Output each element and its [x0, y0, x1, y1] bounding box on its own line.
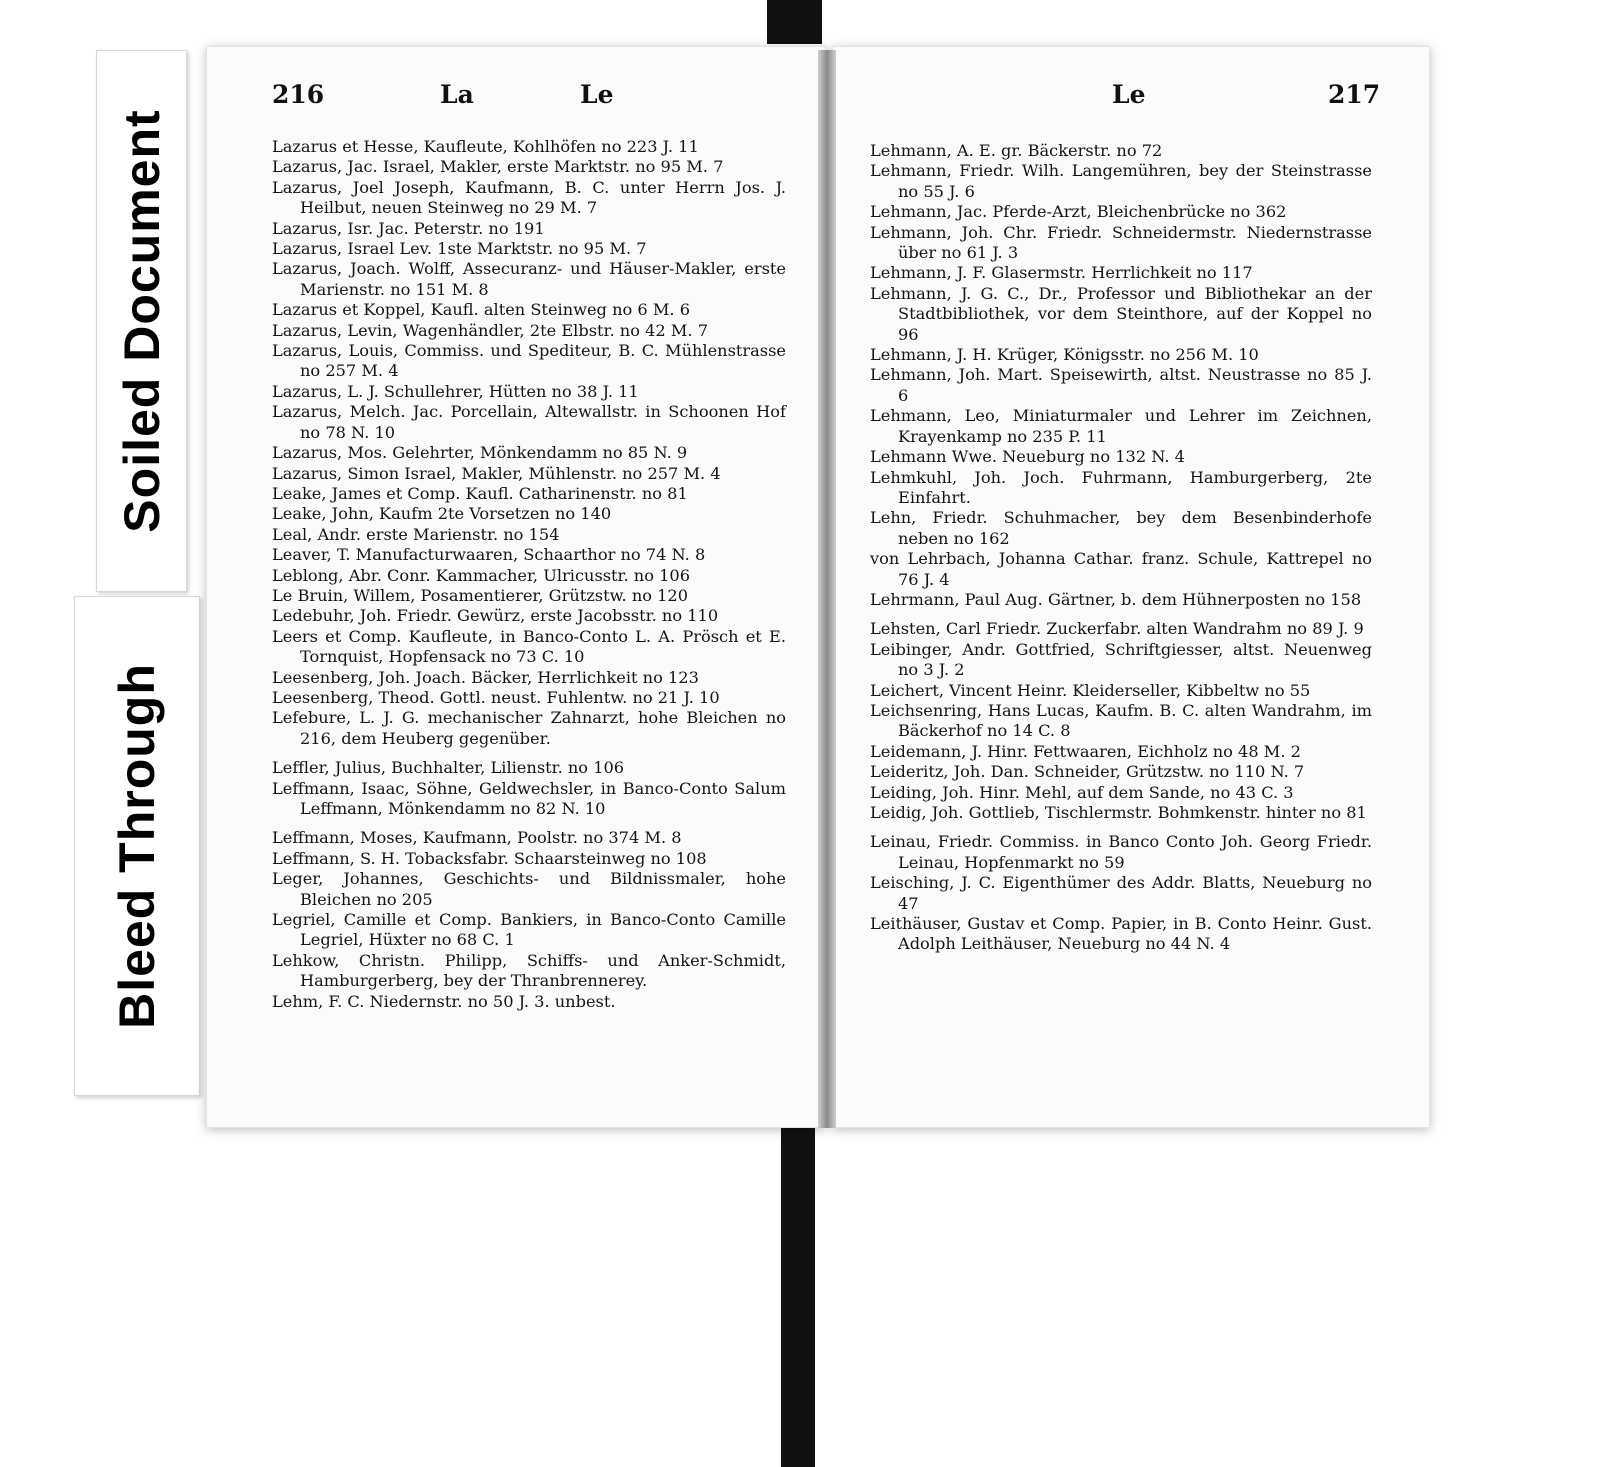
- directory-entry: Leideritz, Joh. Dan. Schneider, Grützstw. no 110 N. 7: [870, 762, 1305, 782]
- directory-entry: Lehmkuhl, Joh. Joch. Fuhrmann, Hamburgerberg, 2te Einfahrt.: [870, 467, 1372, 507]
- directory-entry: Lehn, Friedr. Schuhmacher, bey dem Besenbinderhofe neben no 162: [870, 508, 1372, 548]
- directory-entry: Lehmann, Joh. Mart. Speisewirth, altst. Neustrasse no 85 J. 6: [870, 365, 1372, 405]
- directory-entry: Le Bruin, Willem, Posamentierer, Grützstw. no 120: [272, 585, 689, 605]
- directory-entry: Lazarus, Isr. Jac. Peterstr. no 191: [272, 218, 545, 238]
- directory-entry: Legriel, Camille et Comp. Bankiers, in Banco-Conto Camille Legriel, Hüxter no 68 C. 1: [272, 910, 786, 950]
- directory-entry: Lehsten, Carl Friedr. Zuckerfabr. alten Wandrahm no 89 J. 9: [870, 619, 1364, 639]
- left-entry-list: [272, 137, 786, 1012]
- directory-entry: Lazarus, Simon Israel, Makler, Mühlenstr. no 257 M. 4: [272, 463, 721, 483]
- left-running-head-le: Le: [580, 80, 614, 109]
- directory-entry: Leisching, J. C. Eigenthümer des Addr. Blatts, Neueburg no 47: [870, 873, 1372, 913]
- directory-entry: Leithäuser, Gustav et Comp. Papier, in B. Conto Heinr. Gust. Adolph Leithäuser, Neueburg no 44 N. 4: [870, 914, 1372, 954]
- directory-entry: Lehkow, Christn. Philipp, Schiffs- und Anker-Schmidt, Hamburgerberg, bey der Thranbrennerey.: [272, 950, 786, 991]
- directory-entry: Leichsenring, Hans Lucas, Kaufm. B. C. alten Wandrahm, im Bäckerhof no 14 C. 8: [870, 700, 1372, 741]
- directory-entry: Lefebure, L. J. G. mechanischer Zahnarzt, hohe Bleichen no 216, dem Heuberg gegenüber.: [272, 708, 786, 748]
- directory-entry: Lazarus, Israel Lev. 1ste Marktstr. no 95 M. 7: [272, 239, 647, 259]
- directory-entry: Leffmann, Isaac, Söhne, Geldwechsler, in Banco-Conto Salum Leffmann, Mönkendamm no 82 N. 10: [272, 778, 786, 818]
- directory-entry: Leake, John, Kaufm 2te Vorsetzen no 140: [272, 504, 612, 524]
- binder-clip-top: [767, 0, 822, 44]
- directory-entry: Lazarus, Jac. Israel, Makler, erste Marktstr. no 95 M. 7: [272, 157, 724, 177]
- directory-entry: Lehmann, A. E. gr. Bäckerstr. no 72: [870, 141, 1163, 160]
- directory-entry: Lehmann, J. F. Glasermstr. Herrlichkeit no 117: [870, 263, 1253, 283]
- directory-entry: Lazarus et Koppel, Kaufl. alten Steinweg no 6 M. 6: [272, 300, 690, 320]
- binder-clip-bottom: [781, 1126, 815, 1467]
- soiled-document-text: Soiled Document: [113, 109, 170, 533]
- directory-entry: Leffler, Julius, Buchhalter, Lilienstr. no 106: [272, 758, 625, 778]
- soiled-document-label: [96, 50, 187, 592]
- directory-entry: von Lehrbach, Johanna Cathar. franz. Schule, Kattrepel no 76 J. 4: [870, 549, 1372, 589]
- directory-entry: Lazarus, Joach. Wolff, Assecuranz- und Häuser-Makler, erste Marienstr. no 151 M. 8: [272, 259, 786, 299]
- directory-entry: Lehmann, J. G. C., Dr., Professor und Bibliothekar an der Stadtbibliothek, vor dem Steinthore, auf der Koppel no 96: [870, 283, 1372, 344]
- directory-entry: Leidig, Joh. Gottlieb, Tischlermstr. Bohmkenstr. hinter no 81: [870, 803, 1367, 822]
- left-page-number: 216: [272, 80, 325, 109]
- directory-entry: Lazarus, Louis, Commiss. und Spediteur, B. C. Mühlenstrasse no 257 M. 4: [272, 341, 786, 381]
- directory-entry: Lehmann, Friedr. Wilh. Langemühren, bey der Steinstrasse no 55 J. 6: [870, 161, 1372, 201]
- directory-entry: Ledebuhr, Joh. Friedr. Gewürz, erste Jacobsstr. no 110: [272, 606, 719, 626]
- bleed-through-label: [74, 596, 200, 1096]
- directory-entry: Lehmann Wwe. Neueburg no 132 N. 4: [870, 447, 1185, 467]
- directory-entry: Leers et Comp. Kaufleute, in Banco-Conto L. A. Prösch et E. Tornquist, Hopfensack no 73 C. 10: [272, 626, 786, 667]
- directory-entry: Lehmann, Joh. Chr. Friedr. Schneidermstr. Niedernstrasse über no 61 J. 3: [870, 222, 1372, 263]
- right-entry-list: [870, 141, 1372, 955]
- directory-entry: Lehmann, Jac. Pferde-Arzt, Bleichenbrücke no 362: [870, 202, 1287, 222]
- directory-entry: Leaver, T. Manufacturwaaren, Schaarthor no 74 N. 8: [272, 545, 706, 565]
- directory-entry: Leake, James et Comp. Kaufl. Catharinenstr. no 81: [272, 483, 688, 503]
- directory-entry: Lehrmann, Paul Aug. Gärtner, b. dem Hühnerposten no 158: [870, 589, 1362, 609]
- directory-entry: Leblong, Abr. Conr. Kammacher, Ulricusstr. no 106: [272, 565, 691, 585]
- directory-entry: Lehmann, Leo, Miniaturmaler und Lehrer im Zeichnen, Krayenkamp no 235 P. 11: [870, 406, 1372, 446]
- directory-entry: Leesenberg, Theod. Gottl. neust. Fuhlentw. no 21 J. 10: [272, 687, 720, 707]
- bleed-through-text: Bleed Through: [109, 663, 165, 1029]
- directory-entry: Leffmann, S. H. Tobacksfabr. Schaarsteinweg no 108: [272, 848, 707, 868]
- directory-entry: Lazarus, Joel Joseph, Kaufmann, B. C. unter Herrn Jos. J. Heilbut, neuen Steinweg no 29 M. 7: [272, 177, 786, 218]
- directory-entry: Leesenberg, Joh. Joach. Bäcker, Herrlichkeit no 123: [272, 667, 699, 687]
- left-running-head-la: La: [440, 80, 474, 109]
- directory-entry: Leiding, Joh. Hinr. Mehl, auf dem Sande, no 43 C. 3: [870, 782, 1294, 802]
- right-running-head: Le: [1112, 80, 1146, 109]
- directory-entry: Lehmann, J. H. Krüger, Königsstr. no 256 M. 10: [870, 345, 1259, 365]
- directory-entry: Lazarus, Melch. Jac. Porcellain, Altewallstr. in Schoonen Hof no 78 N. 10: [272, 402, 786, 442]
- directory-entry: Leffmann, Moses, Kaufmann, Poolstr. no 374 M. 8: [272, 828, 682, 848]
- directory-entry: Lazarus, Levin, Wagenhändler, 2te Elbstr. no 42 M. 7: [272, 320, 708, 340]
- directory-entry: Lazarus, L. J. Schullehrer, Hütten no 38 J. 11: [272, 381, 639, 401]
- book-gutter: [818, 50, 836, 1128]
- directory-entry: Leinau, Friedr. Commiss. in Banco Conto Joh. Georg Friedr. Leinau, Hopfenmarkt no 59: [870, 832, 1372, 872]
- directory-entry: Leal, Andr. erste Marienstr. no 154: [272, 524, 560, 544]
- directory-entry: Leichert, Vincent Heinr. Kleiderseller, Kibbeltw no 55: [870, 680, 1311, 700]
- directory-entry: Leidemann, J. Hinr. Fettwaaren, Eichholz no 48 M. 2: [870, 741, 1301, 761]
- right-page-number: 217: [1328, 80, 1381, 109]
- directory-entry: Leibinger, Andr. Gottfried, Schriftgiesser, altst. Neuenweg no 3 J. 2: [870, 639, 1372, 680]
- directory-entry: Lazarus et Hesse, Kaufleute, Kohlhöfen no 223 J. 11: [272, 137, 699, 156]
- directory-entry: Lehm, F. C. Niedernstr. no 50 J. 3. unbest.: [272, 991, 616, 1011]
- directory-entry: Lazarus, Mos. Gelehrter, Mönkendamm no 85 N. 9: [272, 443, 688, 463]
- directory-entry: Leger, Johannes, Geschichts- und Bildnissmaler, hohe Bleichen no 205: [272, 869, 786, 909]
